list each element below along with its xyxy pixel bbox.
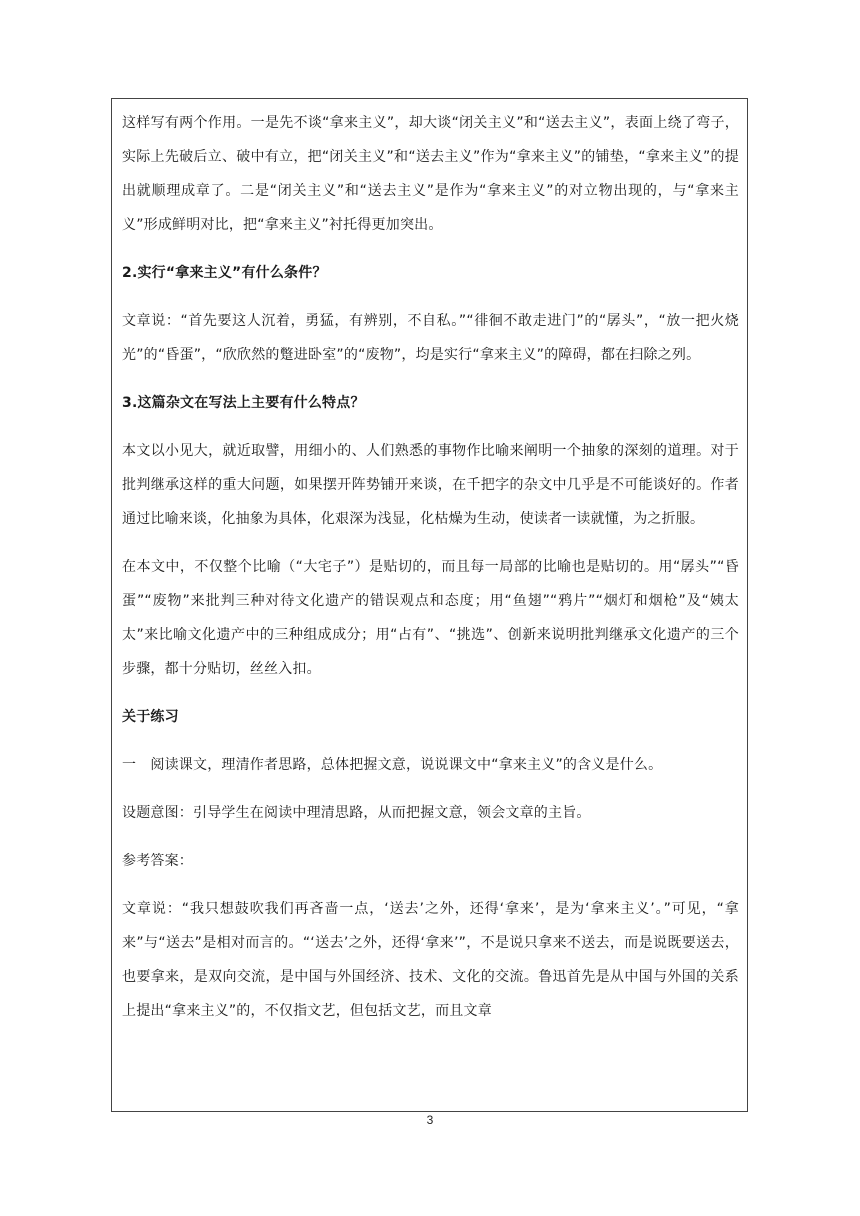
document-page-frame (111, 98, 748, 1112)
exercise-1-answer: 文章说：“我只想鼓吹我们再吝啬一点，‘送去’之外，还得‘拿来’，是为‘拿来主义’。”可见，“拿来”与“送去”是相对而言的。“‘送去’之外，还得‘拿来’”，不是说只拿来不送去，而是说既要送去，也要拿来，是双向交流，是中国与外国经济、技术、文化的交流。鲁迅首先是从中国与外国的关系上提出“拿来主义”的，不仅指文艺，但包括文艺，而且文章 (122, 901, 739, 1019)
page-number: 3 (426, 1113, 434, 1127)
exercise-1-intent: 设题意图：引导学生在阅读中理清思路，从而把握文意，领会文章的主旨。 (122, 805, 591, 821)
paragraph-writing-features: 本文以小见大，就近取譬，用细小的、人们熟悉的事物作比喻来阐明一个抽象的深刻的道理。对于批判继承这样的重大问题，如果摆开阵势铺开来谈，在千把字的杂文中几乎是不可能谈好的。作者通过比喻来谈，化抽象为具体，化艰深为浅显，化枯燥为生动，使读者一读就懂，为之折服。 (122, 443, 739, 527)
exercise-1-answer-label: 参考答案： (122, 853, 193, 869)
section-heading-exercises: 关于练习 (122, 709, 179, 725)
document-body (122, 106, 739, 1028)
paragraph-metaphors: 在本文中，不仅整个比喻（“大宅子”）是贴切的，而且每一局部的比喻也是贴切的。用“孱头”“昏蛋”“废物”来批判三种对待文化遗产的错误观点和态度；用“鱼翅”“鸦片”“烟灯和烟枪”及“姨太太”来比喻文化遗产中的三种组成成分；用“占有”、“挑选”、创新来说明批判继承文化遗产的三个步骤，都十分贴切，丝丝入扣。 (122, 559, 739, 677)
exercise-1-prompt: 一 阅读课文，理清作者思路，总体把握文意，说说课文中“拿来主义”的含义是什么。 (122, 757, 663, 773)
paragraph-comparison-effect: 这样写有两个作用。一是先不谈“拿来主义”，却大谈“闭关主义”和“送去主义”，表面上绕了弯子，实际上先破后立、破中有立，把“闭关主义”和“送去主义”作为“拿来主义”的铺垫，“拿来主义”的提出就顺理成章了。二是“闭关主义”和“送去主义”是作为“拿来主义”的对立物出现的，与“拿来主义”形成鲜明对比，把“拿来主义”衬托得更加突出。 (122, 115, 739, 233)
question-3-heading: 3.这篇杂文在写法上主要有什么特点？ (122, 395, 365, 411)
paragraph-conditions: 文章说：“首先要这人沉着，勇猛，有辨别，不自私。”“徘徊不敢走进门”的“孱头”，“放一把火烧光”的“昏蛋”，“欣欣然的蹩进卧室”的“废物”，均是实行“拿来主义”的障碍，都在扫除之列。 (122, 313, 739, 363)
question-2-heading: 2.实行“拿来主义”有什么条件？ (122, 265, 327, 281)
